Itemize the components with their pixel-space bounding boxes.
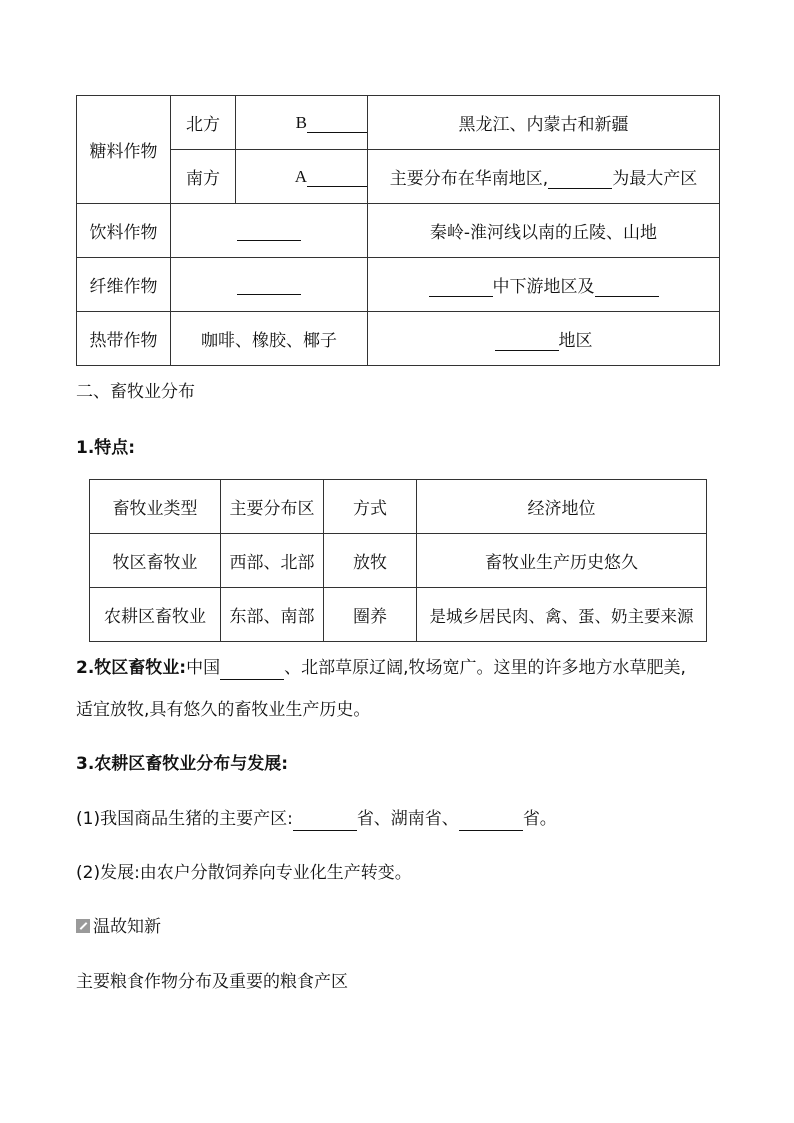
category-cell: 饮料作物 xyxy=(77,204,171,258)
crop-distribution-table xyxy=(76,95,720,366)
table-cell: 是城乡居民肉、禽、蛋、奶主要来源 xyxy=(417,588,707,642)
fill-blank xyxy=(307,167,367,187)
edit-note-icon xyxy=(76,919,90,933)
crop-letter: B xyxy=(295,112,307,132)
crop-letter: A xyxy=(294,166,307,186)
fill-blank xyxy=(548,169,612,189)
category-cell: 糖料作物 xyxy=(77,96,171,204)
fill-blank xyxy=(237,275,301,295)
fill-blank xyxy=(220,660,284,680)
distribution-text: 主要分布在华南地区, xyxy=(389,169,549,189)
category-cell: 纤维作物 xyxy=(77,258,171,312)
review-text: 主要粮食作物分布及重要的粮食产区 xyxy=(76,972,348,992)
fill-blank xyxy=(595,277,659,297)
table-cell: 圈养 xyxy=(324,588,417,642)
review-title: 温故知新 xyxy=(93,917,161,937)
point3-text: 省。 xyxy=(522,809,557,829)
region-cell: 北方 xyxy=(171,96,236,150)
table-cell: 牧区畜牧业 xyxy=(90,534,221,588)
point1-title: 1.特点: xyxy=(76,438,136,458)
table-row xyxy=(77,96,720,150)
distribution-cell: 黑龙江、内蒙古和新疆 xyxy=(368,96,720,150)
table-row xyxy=(77,204,720,258)
distribution-cell xyxy=(368,258,720,312)
table-row xyxy=(77,312,720,366)
review-title-line xyxy=(76,915,161,939)
crop-cell xyxy=(171,258,368,312)
header-cell: 方式 xyxy=(324,480,417,534)
fill-blank xyxy=(495,331,559,351)
point2-line1 xyxy=(76,656,686,680)
crop-cell xyxy=(171,204,368,258)
header-cell: 主要分布区 xyxy=(221,480,324,534)
table-row xyxy=(90,588,707,642)
point2-text: 、北部草原辽阔,牧场宽广。这里的许多地方水草肥美, xyxy=(284,658,686,678)
distribution-cell xyxy=(368,150,720,204)
crop-cell xyxy=(236,96,368,150)
distribution-text: 中下游地区及 xyxy=(492,277,595,297)
header-cell: 畜牧业类型 xyxy=(90,480,221,534)
livestock-table xyxy=(89,479,707,642)
point3-text: (1)我国商品生猪的主要产区: xyxy=(76,809,293,829)
section-heading: 二、畜牧业分布 xyxy=(76,382,195,402)
fill-blank xyxy=(307,113,367,133)
point2-line2: 适宜放牧,具有悠久的畜牧业生产历史。 xyxy=(76,700,371,720)
point3-sub1 xyxy=(76,807,557,831)
table-cell: 放牧 xyxy=(324,534,417,588)
point2-text: 中国 xyxy=(186,658,221,678)
distribution-cell xyxy=(368,312,720,366)
distribution-text: 为最大产区 xyxy=(612,169,698,189)
distribution-text: 地区 xyxy=(558,331,593,351)
fill-blank xyxy=(459,811,523,831)
fill-blank xyxy=(429,277,493,297)
point3-text: 省、湖南省、 xyxy=(356,809,459,829)
distribution-cell: 秦岭-淮河线以南的丘陵、山地 xyxy=(368,204,720,258)
table-cell: 西部、北部 xyxy=(221,534,324,588)
crop-cell xyxy=(236,150,368,204)
table-cell: 东部、南部 xyxy=(221,588,324,642)
table-row xyxy=(77,150,720,204)
header-cell: 经济地位 xyxy=(417,480,707,534)
table-cell: 畜牧业生产历史悠久 xyxy=(417,534,707,588)
point2-title: 2.牧区畜牧业: xyxy=(76,658,187,678)
fill-blank xyxy=(237,221,301,241)
region-cell: 南方 xyxy=(171,150,236,204)
crop-cell: 咖啡、橡胶、椰子 xyxy=(171,312,368,366)
table-row xyxy=(90,534,707,588)
table-header-row xyxy=(90,480,707,534)
table-cell: 农耕区畜牧业 xyxy=(90,588,221,642)
table-row xyxy=(77,258,720,312)
fill-blank xyxy=(293,811,357,831)
point3-sub2: (2)发展:由农户分散饲养向专业化生产转变。 xyxy=(76,863,412,883)
category-cell: 热带作物 xyxy=(77,312,171,366)
point3-title: 3.农耕区畜牧业分布与发展: xyxy=(76,754,289,774)
